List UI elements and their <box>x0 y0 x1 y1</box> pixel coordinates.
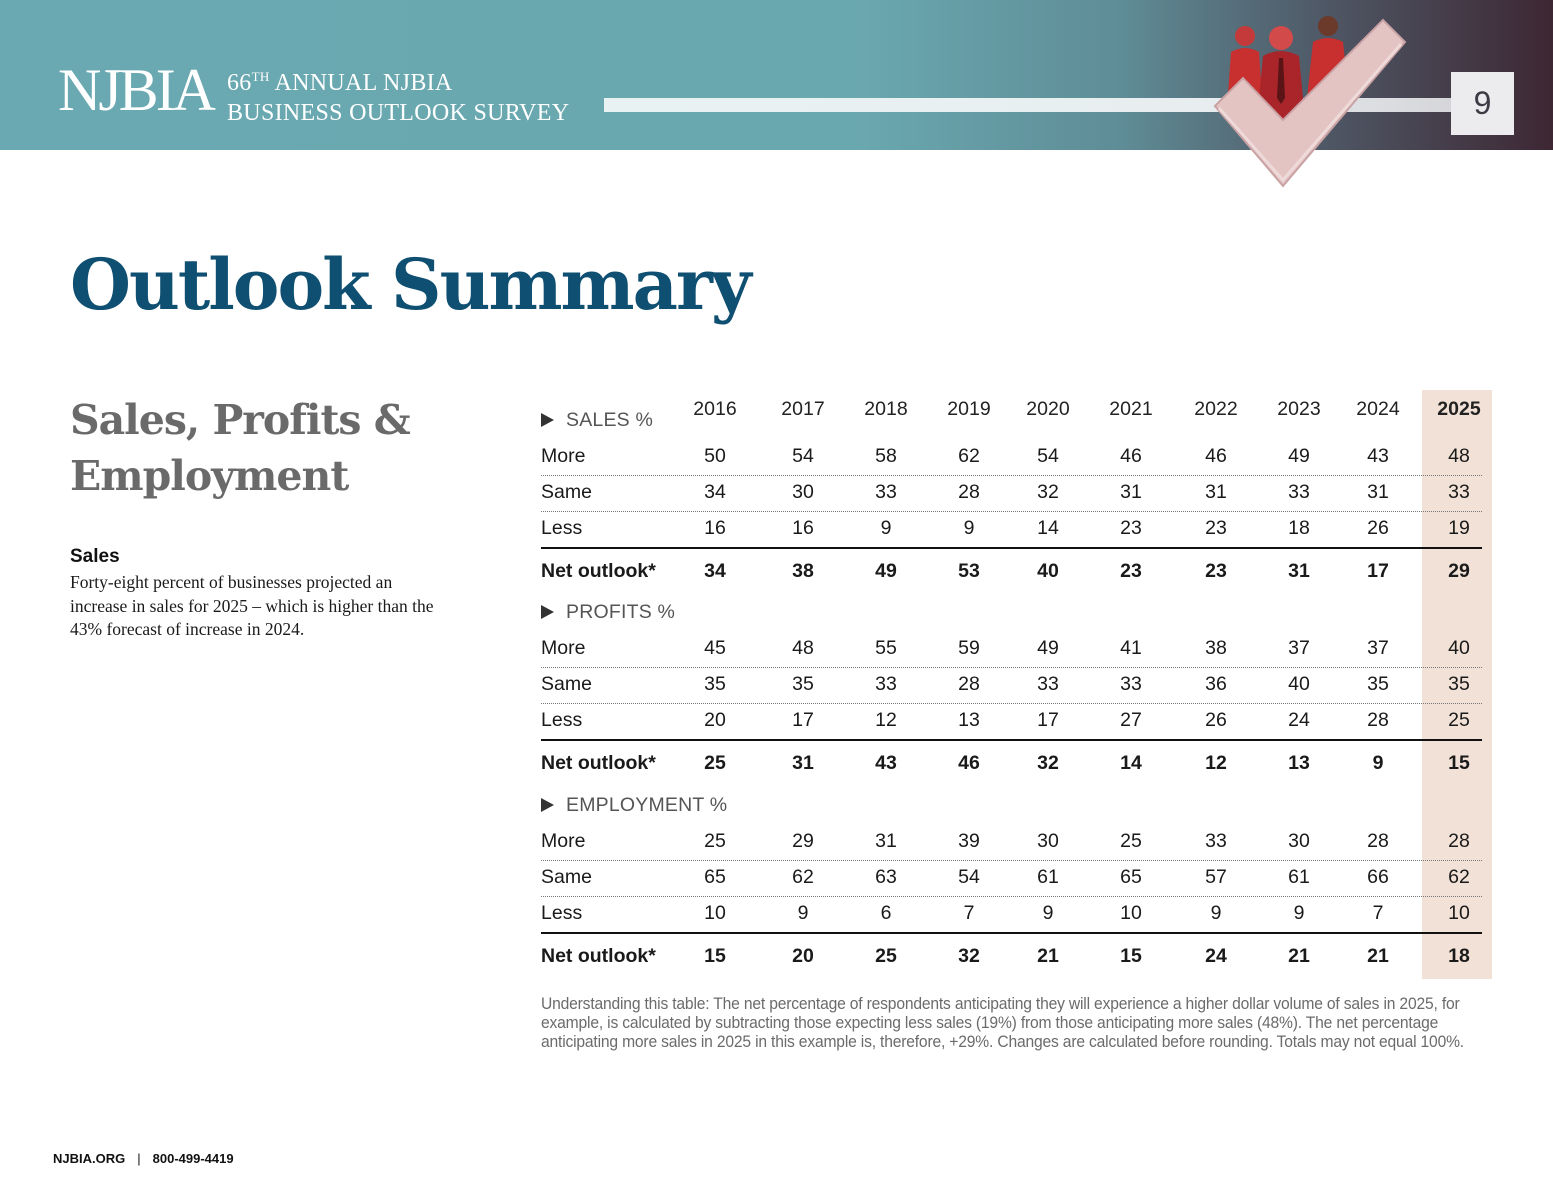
section-label-text: EMPLOYMENT % <box>566 794 728 816</box>
table-cell: 31 <box>1367 481 1389 503</box>
row-label: More <box>541 637 586 659</box>
table-cell: 17 <box>1367 560 1389 582</box>
table-cell: 20 <box>792 945 814 967</box>
table-cell: 58 <box>875 445 897 467</box>
table-cell: 21 <box>1037 945 1059 967</box>
table-cell: 33 <box>1205 830 1227 852</box>
table-cell: 46 <box>1205 445 1227 467</box>
table-cell: 54 <box>1037 445 1059 467</box>
table-cell: 62 <box>1448 866 1470 888</box>
table-cell: 9 <box>1293 902 1305 924</box>
table-cell: 32 <box>1037 481 1059 503</box>
table-row <box>541 631 1482 668</box>
table-row <box>541 935 1482 971</box>
table-cell: 15 <box>1448 752 1470 774</box>
row-label: Less <box>541 709 583 731</box>
table-cell: 29 <box>792 830 814 852</box>
table-cell: 26 <box>1367 517 1389 539</box>
table-cell: 28 <box>1367 709 1389 731</box>
table-cell: 10 <box>704 902 726 924</box>
row-label: Net outlook* <box>541 752 656 774</box>
table-cell: 9 <box>1042 902 1054 924</box>
table-cell: 12 <box>875 709 897 731</box>
row-label: Same <box>541 481 592 503</box>
triangle-bullet-icon <box>541 413 554 427</box>
year-header-2019: 2019 <box>947 398 991 420</box>
table-cell: 61 <box>1288 866 1310 888</box>
table-cell: 13 <box>958 709 980 731</box>
table-cell: 14 <box>1120 752 1142 774</box>
survey-title-line1: 66TH ANNUAL NJBIA <box>227 69 453 96</box>
table-cell: 25 <box>704 830 726 852</box>
people-checkmark-icon <box>1195 8 1425 208</box>
table-cell: 62 <box>958 445 980 467</box>
table-cell: 26 <box>1205 709 1227 731</box>
table-row <box>541 703 1482 741</box>
table-row <box>541 896 1482 934</box>
table-cell: 46 <box>1120 445 1142 467</box>
year-header-2020: 2020 <box>1026 398 1070 420</box>
row-label: More <box>541 445 586 467</box>
table-row <box>541 824 1482 861</box>
table-cell: 37 <box>1288 637 1310 659</box>
year-header-2024: 2024 <box>1356 398 1400 420</box>
table-cell: 31 <box>875 830 897 852</box>
table-row <box>541 860 1482 897</box>
row-label: Net outlook* <box>541 945 656 967</box>
table-cell: 23 <box>1120 517 1142 539</box>
table-cell: 28 <box>1448 830 1470 852</box>
table-cell: 62 <box>792 866 814 888</box>
table-cell: 49 <box>1288 445 1310 467</box>
table-cell: 24 <box>1205 945 1227 967</box>
page-number: 9 <box>1451 72 1514 135</box>
footer <box>53 1151 234 1166</box>
table-cell: 9 <box>880 517 892 539</box>
table-cell: 40 <box>1448 637 1470 659</box>
table-cell: 38 <box>1205 637 1227 659</box>
table-cell: 65 <box>1120 866 1142 888</box>
table-row <box>541 742 1482 778</box>
table-cell: 40 <box>1288 673 1310 695</box>
row-label: Same <box>541 866 592 888</box>
footer-phone: 800-499-4419 <box>152 1151 234 1166</box>
table-cell: 65 <box>704 866 726 888</box>
table-cell: 33 <box>875 673 897 695</box>
table-cell: 25 <box>875 945 897 967</box>
table-cell: 9 <box>797 902 809 924</box>
table-row <box>541 475 1482 512</box>
table-cell: 61 <box>1037 866 1059 888</box>
table-cell: 17 <box>792 709 814 731</box>
footer-website[interactable]: NJBIA.ORG <box>53 1151 126 1166</box>
table-cell: 55 <box>875 637 897 659</box>
table-cell: 24 <box>1288 709 1310 731</box>
table-cell: 33 <box>1037 673 1059 695</box>
table-cell: 31 <box>1205 481 1227 503</box>
table-cell: 33 <box>1120 673 1142 695</box>
table-cell: 14 <box>1037 517 1059 539</box>
year-header-row <box>541 398 1482 424</box>
section-label-text: PROFITS % <box>566 601 676 623</box>
table-cell: 45 <box>704 637 726 659</box>
year-header-2021: 2021 <box>1109 398 1153 420</box>
table-cell: 43 <box>1367 445 1389 467</box>
page-title: Outlook Summary <box>70 243 750 326</box>
table-cell: 23 <box>1205 560 1227 582</box>
header-banner <box>0 0 1553 150</box>
table-cell: 21 <box>1288 945 1310 967</box>
table-row <box>541 550 1482 586</box>
row-label: More <box>541 830 586 852</box>
survey-title-line2: BUSINESS OUTLOOK SURVEY <box>227 100 570 126</box>
year-header-2018: 2018 <box>864 398 908 420</box>
table-cell: 46 <box>958 752 980 774</box>
row-label: Less <box>541 517 583 539</box>
table-cell: 50 <box>704 445 726 467</box>
table-cell: 54 <box>792 445 814 467</box>
table-cell: 38 <box>792 560 814 582</box>
table-cell: 10 <box>1120 902 1142 924</box>
table-cell: 25 <box>1120 830 1142 852</box>
table-cell: 37 <box>1367 637 1389 659</box>
table-cell: 25 <box>704 752 726 774</box>
section-label-employment <box>541 794 727 817</box>
table-cell: 25 <box>1448 709 1470 731</box>
table-cell: 30 <box>792 481 814 503</box>
table-row <box>541 511 1482 549</box>
table-row <box>541 439 1482 476</box>
table-cell: 66 <box>1367 866 1389 888</box>
table-cell: 33 <box>1448 481 1470 503</box>
table-cell: 13 <box>1288 752 1310 774</box>
year-header-2025: 2025 <box>1437 398 1481 420</box>
table-cell: 9 <box>1372 752 1384 774</box>
table-cell: 35 <box>1448 673 1470 695</box>
section-label-text: SALES % <box>566 409 654 431</box>
table-cell: 36 <box>1205 673 1227 695</box>
table-cell: 20 <box>704 709 726 731</box>
row-label: Same <box>541 673 592 695</box>
table-cell: 49 <box>1037 637 1059 659</box>
table-row <box>541 667 1482 704</box>
table-cell: 16 <box>792 517 814 539</box>
table-cell: 18 <box>1288 517 1310 539</box>
table-cell: 15 <box>1120 945 1142 967</box>
table-cell: 35 <box>704 673 726 695</box>
table-cell: 35 <box>792 673 814 695</box>
table-cell: 16 <box>704 517 726 539</box>
table-cell: 48 <box>1448 445 1470 467</box>
table-cell: 29 <box>1448 560 1470 582</box>
row-label: Net outlook* <box>541 560 656 582</box>
table-cell: 39 <box>958 830 980 852</box>
triangle-bullet-icon <box>541 605 554 619</box>
table-cell: 18 <box>1448 945 1470 967</box>
year-header-2022: 2022 <box>1194 398 1238 420</box>
sidebar-text: Forty-eight percent of businesses projected an increase in sales for 2025 – which is higher than the 43% forecast of increase in 2024. <box>70 572 434 639</box>
triangle-bullet-icon <box>541 798 554 812</box>
table-cell: 9 <box>963 517 975 539</box>
year-header-2023: 2023 <box>1277 398 1321 420</box>
table-cell: 33 <box>1288 481 1310 503</box>
table-cell: 48 <box>792 637 814 659</box>
table-cell: 34 <box>704 481 726 503</box>
section-title: Sales, Profits & Employment <box>70 396 410 500</box>
table-cell: 35 <box>1367 673 1389 695</box>
table-cell: 53 <box>958 560 980 582</box>
table-cell: 40 <box>1037 560 1059 582</box>
table-cell: 33 <box>875 481 897 503</box>
table-cell: 30 <box>1037 830 1059 852</box>
table-cell: 21 <box>1367 945 1389 967</box>
section-label-profits <box>541 601 675 624</box>
table-cell: 10 <box>1448 902 1470 924</box>
survey-title <box>227 62 569 128</box>
table-cell: 57 <box>1205 866 1227 888</box>
table-cell: 34 <box>704 560 726 582</box>
table-cell: 28 <box>958 673 980 695</box>
footer-separator: | <box>137 1151 141 1166</box>
table-cell: 19 <box>1448 517 1470 539</box>
table-cell: 7 <box>963 902 975 924</box>
table-cell: 31 <box>792 752 814 774</box>
njbia-logo: NJBIA <box>58 57 214 123</box>
table-cell: 32 <box>1037 752 1059 774</box>
table-cell: 28 <box>1367 830 1389 852</box>
table-cell: 32 <box>958 945 980 967</box>
table-cell: 9 <box>1210 902 1222 924</box>
table-cell: 43 <box>875 752 897 774</box>
table-cell: 41 <box>1120 637 1142 659</box>
table-cell: 6 <box>880 902 892 924</box>
table-cell: 54 <box>958 866 980 888</box>
section-label-sales <box>541 409 653 432</box>
table-cell: 23 <box>1205 517 1227 539</box>
table-cell: 27 <box>1120 709 1142 731</box>
table-cell: 15 <box>704 945 726 967</box>
table-cell: 49 <box>875 560 897 582</box>
table-cell: 31 <box>1288 560 1310 582</box>
table-cell: 12 <box>1205 752 1227 774</box>
table-cell: 31 <box>1120 481 1142 503</box>
sidebar-heading: Sales <box>70 546 120 567</box>
year-header-2016: 2016 <box>693 398 737 420</box>
year-header-2017: 2017 <box>781 398 825 420</box>
table-cell: 59 <box>958 637 980 659</box>
table-cell: 63 <box>875 866 897 888</box>
row-label: Less <box>541 902 583 924</box>
table-note: Understanding this table: The net percentage of respondents anticipating they will experience a higher dollar volume of sales in 2025, for example, is calculated by subtracting those expecting less sales (19%) from those anticipating more sales (48%). The net percentage anticipating more sales in 2025 in this example is, therefore, +29%. Changes are calculated before rounding. Totals may not equal 100%. <box>541 994 1464 1051</box>
table-cell: 28 <box>958 481 980 503</box>
table-cell: 17 <box>1037 709 1059 731</box>
table-cell: 7 <box>1372 902 1384 924</box>
table-cell: 30 <box>1288 830 1310 852</box>
table-cell: 23 <box>1120 560 1142 582</box>
